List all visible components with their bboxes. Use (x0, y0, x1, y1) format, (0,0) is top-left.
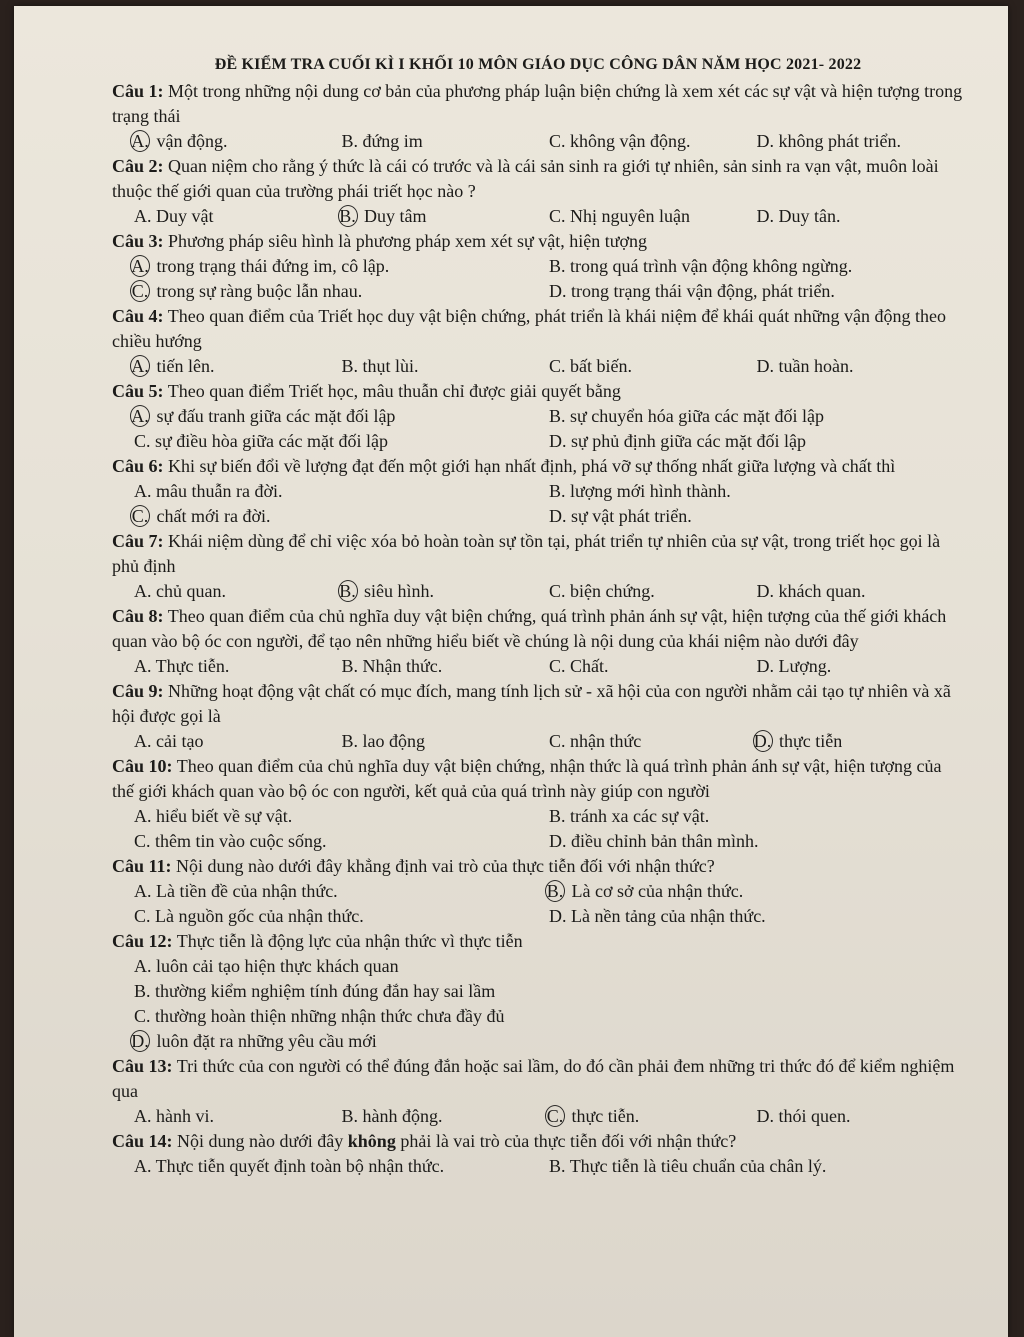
question-9 (112, 679, 964, 754)
answer-letter: D. (756, 356, 774, 376)
answer-option-a (134, 729, 342, 754)
question-text-after: phải là vai trò của thực tiễn đối với nhận thức? (395, 1131, 737, 1151)
circled-answer-letter: B. (339, 581, 356, 601)
answer-option-d (757, 579, 965, 604)
answer-text: chủ quan. (151, 581, 226, 601)
answer-letter: B. (549, 406, 566, 426)
question-12 (112, 929, 964, 1054)
answer-text: Thực tiễn. (151, 656, 230, 676)
answer-letter: C. (549, 206, 566, 226)
answer-text: sự chuyển hóa giữa các mặt đối lập (565, 406, 824, 426)
question-text: Quan niệm cho rằng ý thức là cái có trước và là cái sản sinh ra giới tự nhiên, sản sinh ra vạn vật, muôn loài thuộc thế giới quan của trường phái triết học nào ? (112, 156, 939, 201)
answer-text: biện chứng. (565, 581, 655, 601)
answer-option-c (549, 654, 757, 679)
answer-option-a (134, 579, 342, 604)
question-8 (112, 604, 964, 679)
question-text: Tri thức của con người có thể đúng đắn hoặc sai lầm, do đó cần phải đem những tri thức đó để kiểm nghiệm qua (112, 1056, 955, 1101)
answer-letter: D. (549, 906, 567, 926)
answer-letter: B. (341, 731, 359, 751)
answer-options (112, 879, 964, 929)
answer-text: hành động. (358, 1106, 443, 1126)
answer-text: Là nền tảng của nhận thức. (566, 906, 766, 926)
answer-text: hiểu biết về sự vật. (151, 806, 293, 826)
answer-option-a (134, 479, 549, 504)
answer-letter: D. (756, 581, 774, 601)
answer-text: đứng im (358, 131, 423, 151)
question-text: Nội dung nào dưới đây khẳng định vai trò của thực tiễn đối với nhận thức? (176, 856, 715, 876)
answer-option-c (549, 579, 757, 604)
answer-text: nhận thức (565, 731, 642, 751)
answer-text: sự đấu tranh giữa các mặt đối lập (152, 406, 396, 426)
answer-option-c (549, 204, 757, 229)
answer-option-c (546, 1104, 757, 1129)
question-number: Câu 12: (112, 931, 173, 951)
answer-text: tuần hoàn. (774, 356, 854, 376)
answer-letter: B. (134, 981, 151, 1001)
question-number: Câu 3: (112, 231, 164, 251)
question-emphasis: không (347, 1131, 396, 1151)
circled-answer-letter: C. (131, 281, 149, 301)
answer-text: mâu thuẫn ra đời. (151, 481, 283, 501)
answer-option-b (549, 1154, 964, 1179)
question-stem (112, 1054, 964, 1104)
answer-text: Nhị nguyên luận (565, 206, 690, 226)
question-stem (112, 1129, 964, 1154)
question-stem (112, 929, 964, 954)
answer-text: Lượng. (774, 656, 832, 676)
answer-text: thêm tin vào cuộc sống. (150, 831, 327, 851)
answer-text: trong quá trình vận động không ngừng. (565, 256, 853, 276)
question-stem (112, 79, 964, 129)
answer-options (112, 654, 964, 679)
answer-letter: B. (341, 1106, 359, 1126)
question-2 (112, 154, 964, 229)
answer-text: tiến lên. (152, 356, 215, 376)
answer-letter: A. (134, 956, 152, 976)
circled-answer-letter: D. (131, 1031, 149, 1051)
question-number: Câu 6: (112, 456, 164, 476)
answer-option-a (134, 1154, 549, 1179)
answer-letter: C. (134, 906, 151, 926)
answer-option-c (131, 279, 549, 304)
answer-option-b (546, 879, 964, 904)
answer-option-a (134, 879, 549, 904)
answer-text: Là tiền đề của nhận thức. (151, 881, 338, 901)
question-text: Theo quan điểm của chủ nghĩa duy vật biện chứng, quá trình phản ánh sự vật, hiện tượng của thế giới khách quan vào bộ óc con người, để tạo nên những hiểu biết về chúng là nội dung của khái niệm nào dưới đây (112, 606, 947, 651)
answer-option-d (757, 204, 965, 229)
answer-options (112, 354, 964, 379)
answer-option-a (131, 254, 549, 279)
answer-text: Thực tiễn là tiêu chuẩn của chân lý. (565, 1156, 827, 1176)
answer-option-d (757, 129, 965, 154)
answer-option-b (549, 404, 964, 429)
answer-option-d (549, 504, 964, 529)
question-stem (112, 304, 964, 354)
answer-option-d (131, 1029, 964, 1054)
answer-option-c (549, 129, 757, 154)
answer-option-a (131, 354, 342, 379)
answer-text: Thực tiễn quyết định toàn bộ nhận thức. (151, 1156, 445, 1176)
answer-text: Duy tân. (774, 206, 841, 226)
answer-text: bất biến. (565, 356, 632, 376)
exam-paper (14, 6, 1008, 1337)
answer-letter: C. (549, 581, 566, 601)
answer-options (112, 129, 964, 154)
answer-letter: B. (549, 806, 566, 826)
circled-answer-letter: A. (131, 406, 149, 426)
question-stem (112, 229, 964, 254)
answer-option-b (342, 129, 550, 154)
answer-letter: A. (134, 731, 152, 751)
answer-option-b (342, 354, 550, 379)
answer-option-a (134, 954, 964, 979)
answer-option-c (134, 829, 549, 854)
answer-text: thường kiểm nghiệm tính đúng đắn hay sai lầm (150, 981, 496, 1001)
question-text: Nội dung nào dưới đây (177, 1131, 348, 1151)
circled-answer-letter: B. (339, 206, 356, 226)
answer-text: thụt lùi. (358, 356, 419, 376)
question-number: Câu 13: (112, 1056, 173, 1076)
answer-text: lao động (358, 731, 426, 751)
circled-answer-letter: C. (131, 506, 149, 526)
answer-option-a (131, 129, 342, 154)
answer-text: siêu hình. (359, 581, 434, 601)
answer-option-b (549, 804, 964, 829)
question-number: Câu 5: (112, 381, 164, 401)
circled-answer-letter: D. (753, 731, 772, 751)
answer-letter: C. (549, 731, 566, 751)
question-number: Câu 1: (112, 81, 164, 101)
answer-letter: C. (549, 656, 566, 676)
answer-option-b (134, 979, 964, 1004)
answer-letter: D. (549, 281, 567, 301)
answer-letter: B. (549, 256, 566, 276)
answer-letter: C. (549, 356, 566, 376)
answer-text: Duy vật (151, 206, 214, 226)
answer-option-d (549, 904, 964, 929)
answer-option-c (131, 504, 549, 529)
answer-options (112, 729, 964, 754)
question-1 (112, 79, 964, 154)
question-number: Câu 4: (112, 306, 164, 326)
answer-option-d (549, 279, 964, 304)
answer-text: sự điều hòa giữa các mặt đối lập (150, 431, 388, 451)
answer-letter: A. (134, 481, 152, 501)
answer-text: thói quen. (774, 1106, 851, 1126)
circled-answer-letter: C. (546, 1106, 564, 1126)
answer-text: trong trạng thái đứng im, cô lập. (152, 256, 390, 276)
answer-text: Là nguồn gốc của nhận thức. (150, 906, 364, 926)
question-number: Câu 9: (112, 681, 164, 701)
question-stem (112, 854, 964, 879)
question-number: Câu 14: (112, 1131, 173, 1151)
question-text: Khi sự biến đổi về lượng đạt đến một giới hạn nhất định, phá vỡ sự thống nhất giữa lượng và chất thì (168, 456, 896, 476)
answer-option-a (134, 654, 342, 679)
question-stem (112, 754, 964, 804)
answer-text: luôn đặt ra những yêu cầu mới (152, 1031, 377, 1051)
answer-letter: D. (549, 431, 567, 451)
question-text: Theo quan điểm của Triết học duy vật biện chứng, phát triển là khái niệm để khái quát những vận động theo chiều hướng (112, 306, 947, 351)
answer-letter: A. (134, 656, 152, 676)
answer-options (112, 954, 964, 1054)
answer-text: khách quan. (774, 581, 866, 601)
question-text: Theo quan điểm của chủ nghĩa duy vật biện chứng, nhận thức là quá trình phản ánh sự vật, hiện tượng của thế giới khách quan vào bộ óc con người, kết quả của quá trình này giúp con người (112, 756, 942, 801)
answer-option-c (549, 354, 757, 379)
answer-text: sự vật phát triển. (566, 506, 692, 526)
answer-option-a (134, 204, 342, 229)
answer-letter: A. (134, 206, 152, 226)
question-text: Phương pháp siêu hình là phương pháp xem xét sự vật, hiện tượng (168, 231, 648, 251)
answer-options (112, 1154, 964, 1179)
answer-option-b (342, 654, 550, 679)
question-13 (112, 1054, 964, 1129)
question-text: Một trong những nội dung cơ bản của phương pháp luận biện chứng là xem xét các sự vật và hiện tượng trong trạng thái (112, 81, 963, 126)
answer-text: sự phủ định giữa các mặt đối lập (566, 431, 806, 451)
question-6 (112, 454, 964, 529)
answer-letter: A. (134, 1106, 152, 1126)
answer-options (112, 804, 964, 854)
exam-content (112, 52, 964, 1179)
answer-text: không vận động. (565, 131, 691, 151)
answer-option-b (342, 729, 550, 754)
answer-letter: D. (756, 131, 774, 151)
answer-letter: B. (341, 131, 359, 151)
answer-options (112, 204, 964, 229)
answer-option-c (134, 1004, 964, 1029)
answer-options (112, 1104, 964, 1129)
answer-option-a (134, 804, 549, 829)
exam-title: ĐỀ KIỂM TRA CUỐI KÌ I KHỐI 10 MÔN GIÁO DỤC CÔNG DÂN NĂM HỌC 2021- 2022 (214, 56, 862, 73)
answer-letter: A. (134, 1156, 152, 1176)
question-11 (112, 854, 964, 929)
answer-option-c (549, 729, 757, 754)
answer-option-d (753, 729, 965, 754)
answer-letter: C. (134, 831, 151, 851)
question-14 (112, 1129, 964, 1179)
answer-options (112, 479, 964, 529)
answer-letter: D. (756, 656, 774, 676)
answer-letter: B. (549, 1156, 566, 1176)
question-4 (112, 304, 964, 379)
question-number: Câu 10: (112, 756, 173, 776)
answer-letter: B. (341, 656, 359, 676)
answer-option-c (134, 429, 549, 454)
answer-letter: A. (134, 881, 152, 901)
answer-option-b (339, 204, 550, 229)
answer-options (112, 254, 964, 304)
answer-letter: C. (549, 131, 566, 151)
answer-text: điều chỉnh bản thân mình. (566, 831, 759, 851)
answer-text: Chất. (565, 656, 609, 676)
circled-answer-letter: A. (131, 356, 149, 376)
answer-options (112, 579, 964, 604)
answer-text: Nhận thức. (358, 656, 443, 676)
answer-text: Là cơ sở của nhận thức. (567, 881, 744, 901)
question-list (112, 79, 964, 1179)
answer-text: hành vi. (151, 1106, 214, 1126)
answer-text: chất mới ra đời. (152, 506, 271, 526)
answer-option-d (549, 429, 964, 454)
answer-text: cải tạo (151, 731, 204, 751)
circled-answer-letter: A. (131, 131, 149, 151)
question-number: Câu 11: (112, 856, 172, 876)
answer-text: thực tiễn. (567, 1106, 640, 1126)
question-stem (112, 454, 964, 479)
answer-letter: C. (134, 1006, 151, 1026)
answer-option-d (757, 354, 965, 379)
answer-letter: D. (549, 831, 567, 851)
answer-option-b (342, 1104, 550, 1129)
answer-letter: D. (756, 206, 774, 226)
answer-text: không phát triển. (774, 131, 901, 151)
answer-options (112, 404, 964, 454)
question-stem (112, 679, 964, 729)
answer-letter: B. (549, 481, 566, 501)
answer-letter: B. (341, 356, 359, 376)
answer-option-d (549, 829, 964, 854)
answer-letter: A. (134, 581, 152, 601)
question-5 (112, 379, 964, 454)
answer-letter: C. (134, 431, 151, 451)
question-3 (112, 229, 964, 304)
question-stem (112, 529, 964, 579)
answer-option-d (757, 1104, 965, 1129)
question-stem (112, 154, 964, 204)
answer-text: vận động. (152, 131, 228, 151)
question-7 (112, 529, 964, 604)
answer-text: trong trạng thái vận động, phát triển. (566, 281, 835, 301)
answer-letter: D. (549, 506, 567, 526)
question-10 (112, 754, 964, 854)
question-text: Khái niệm dùng để chỉ việc xóa bỏ hoàn toàn sự tồn tại, phát triển tự nhiên của sự vật, trong triết học gọi là phủ định (112, 531, 941, 576)
question-text: Theo quan điểm Triết học, mâu thuẫn chỉ được giải quyết bằng (167, 381, 621, 401)
answer-text: tránh xa các sự vật. (565, 806, 710, 826)
answer-text: thực tiễn (774, 731, 843, 751)
answer-text: thường hoàn thiện những nhận thức chưa đầy đủ (150, 1006, 505, 1026)
answer-option-b (549, 254, 964, 279)
answer-option-d (757, 654, 965, 679)
answer-option-a (134, 1104, 342, 1129)
answer-option-a (131, 404, 549, 429)
question-text: Thực tiễn là động lực của nhận thức vì thực tiễn (176, 931, 523, 951)
answer-text: Duy tâm (359, 206, 427, 226)
answer-text: trong sự ràng buộc lẫn nhau. (152, 281, 363, 301)
question-number: Câu 7: (112, 531, 164, 551)
answer-text: lượng mới hình thành. (565, 481, 731, 501)
circled-answer-letter: B. (546, 881, 564, 901)
answer-option-b (339, 579, 550, 604)
question-stem (112, 604, 964, 654)
answer-option-c (134, 904, 549, 929)
answer-letter: A. (134, 806, 152, 826)
circled-answer-letter: A. (131, 256, 149, 276)
answer-text: luôn cải tạo hiện thực khách quan (151, 956, 399, 976)
answer-letter: D. (756, 1106, 774, 1126)
answer-option-b (549, 479, 964, 504)
question-number: Câu 2: (112, 156, 164, 176)
question-number: Câu 8: (112, 606, 164, 626)
question-text: Những hoạt động vật chất có mục đích, mang tính lịch sử - xã hội của con người nhằm cải tạo tự nhiên và xã hội được gọi là (112, 681, 951, 726)
question-stem (112, 379, 964, 404)
